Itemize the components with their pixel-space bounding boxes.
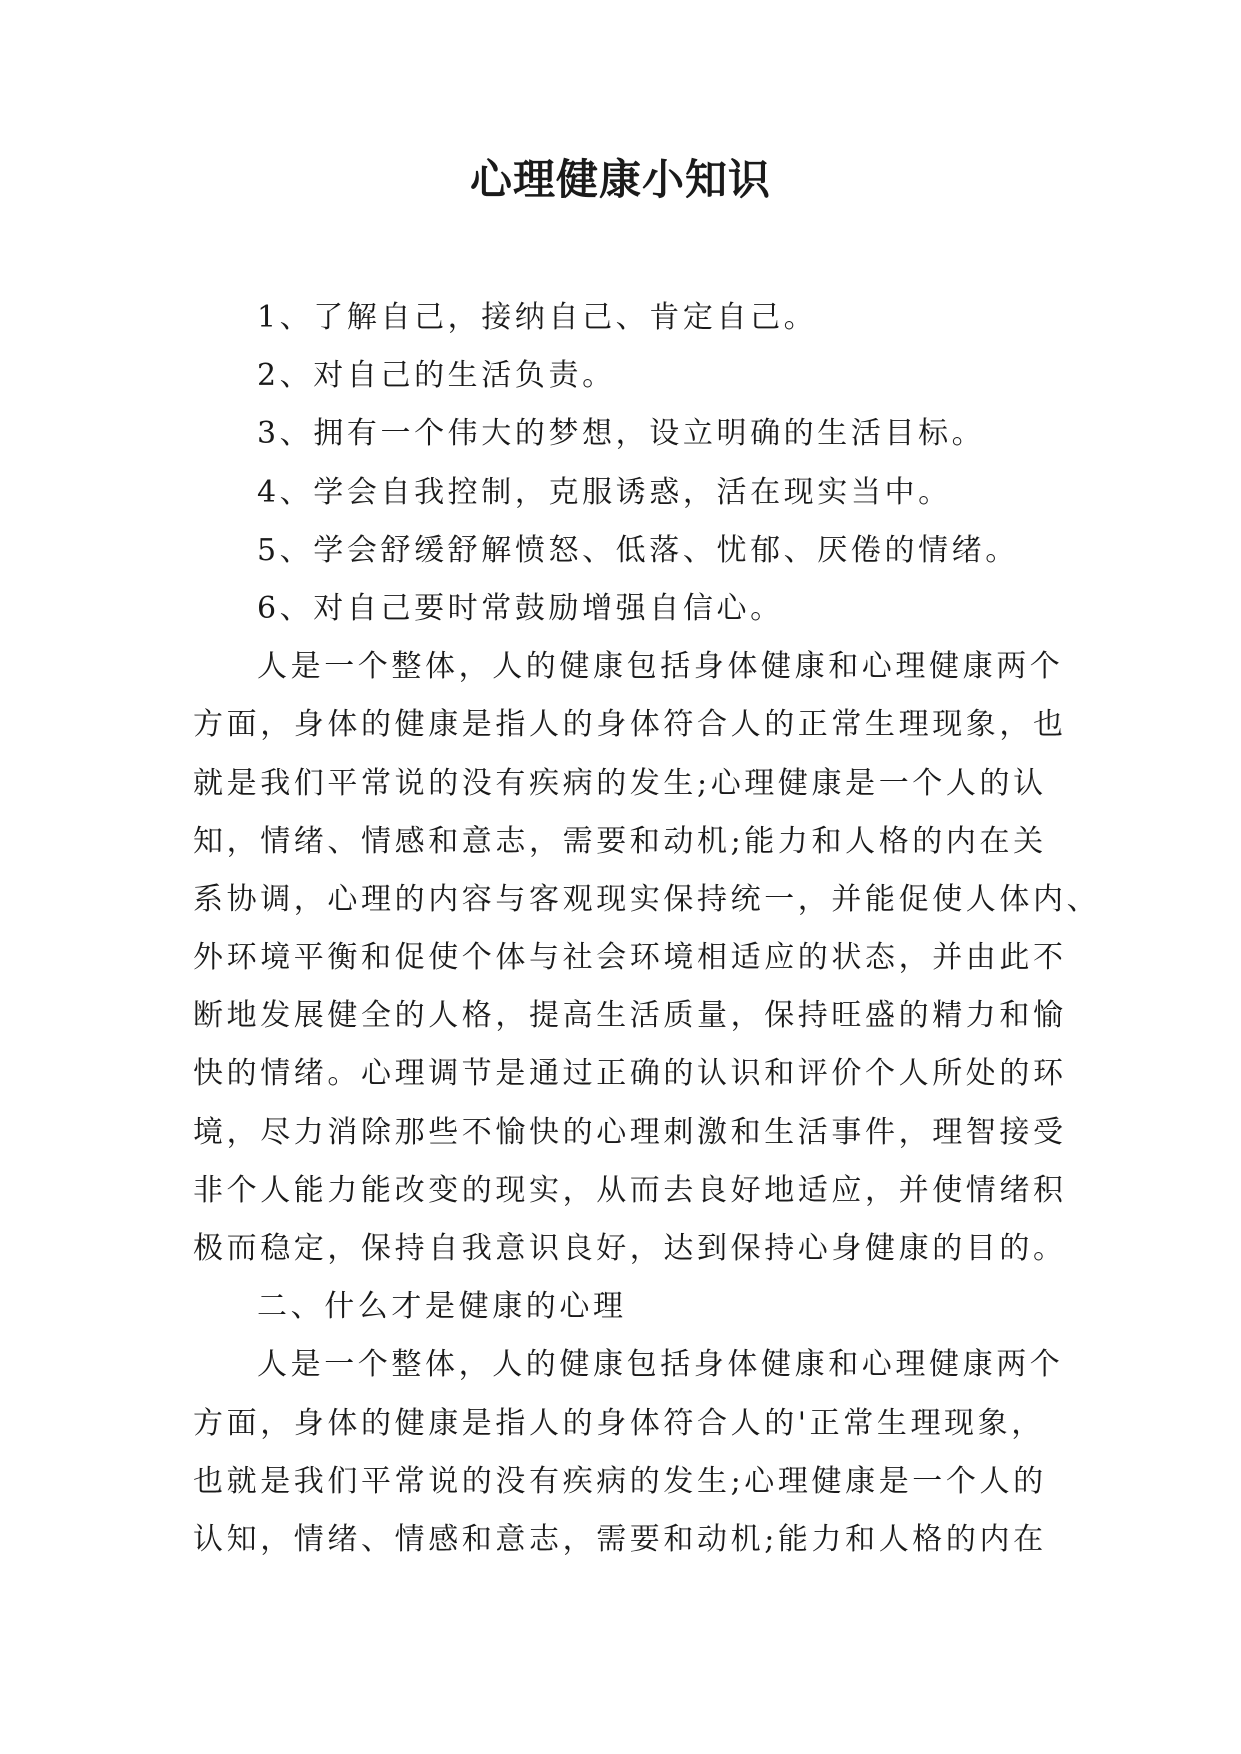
document-body: [193, 289, 1101, 1569]
paragraph-line: 也就是我们平常说的没有疾病的发生;心理健康是一个人的: [193, 1463, 1047, 1499]
paragraph-line: 断地发展健全的人格，提高生活质量，保持旺盛的精力和愉: [193, 998, 1067, 1034]
paragraph-line: 非个人能力能改变的现实，从而去良好地适应，并使情绪积: [193, 1172, 1067, 1208]
list-item: 6、对自己要时常鼓励增强自信心。: [257, 590, 784, 626]
paragraph-line: 方面，身体的健康是指人的身体符合人的'正常生理现象，: [193, 1405, 1045, 1441]
paragraph-line: 知，情绪、情感和意志，需要和动机;能力和人格的内在关: [193, 823, 1047, 859]
paragraph-line: 认知，情绪、情感和意志，需要和动机;能力和人格的内在: [193, 1521, 1047, 1557]
document-title: 心理健康小知识: [469, 155, 771, 204]
paragraph-line: 系协调，心理的内容与客观现实保持统一，并能促使人体内、: [193, 881, 1101, 917]
section-heading: 二、什么才是健康的心理: [257, 1289, 627, 1325]
paragraph-line: 方面，身体的健康是指人的身体符合人的正常生理现象，也: [193, 707, 1067, 743]
paragraph-line: 人是一个整体，人的健康包括身体健康和心理健康两个: [257, 649, 1064, 685]
list-item: 1、了解自己，接纳自己、肯定自己。: [257, 300, 818, 335]
paragraph-line: 人是一个整体，人的健康包括身体健康和心理健康两个: [257, 1347, 1064, 1383]
list-item: 4、学会自我控制，克服诱惑，活在现实当中。: [257, 474, 952, 510]
paragraph-line: 境，尽力消除那些不愉快的心理刺激和生活事件，理智接受: [193, 1114, 1067, 1150]
paragraph-line: 快的情绪。心理调节是通过正确的认识和评价个人所处的环: [193, 1056, 1067, 1092]
paragraph-line: 外环境平衡和促使个体与社会环境相适应的状态，并由此不: [193, 940, 1067, 976]
list-item: 3、拥有一个伟大的梦想，设立明确的生活目标。: [257, 416, 986, 452]
list-item: 2、对自己的生活负责。: [257, 358, 616, 394]
paragraph-line: 极而稳定，保持自我意识良好，达到保持心身健康的目的。: [193, 1231, 1067, 1266]
paragraph-line: 就是我们平常说的没有疾病的发生;心理健康是一个人的认: [193, 765, 1047, 801]
list-item: 5、学会舒缓舒解愤怒、低落、忧郁、厌倦的情绪。: [257, 532, 1019, 568]
